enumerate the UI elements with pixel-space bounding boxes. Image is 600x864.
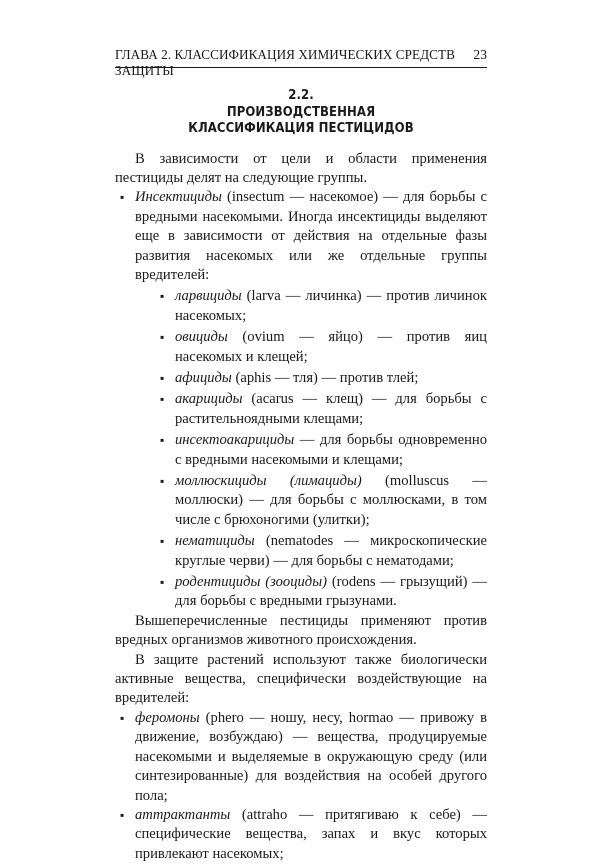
- definition-attractants: (attraho — притягиваю к себе) — специфические вещества, запах и вкус которых привлекают насекомых;: [135, 806, 487, 862]
- list-item: [155, 532, 487, 571]
- term: нематициды: [175, 533, 255, 550]
- paragraph-animal-origin: Вышеперечисленные пестициды применяют против вредных организмов животного происхождения.: [115, 612, 487, 649]
- term: афициды: [175, 369, 232, 386]
- running-header: [115, 47, 487, 78]
- page-number: 23: [473, 47, 487, 62]
- list-item-pheromones: [115, 709, 487, 806]
- list-item: [155, 431, 487, 470]
- chapter-title: ГЛАВА 2. КЛАССИФИКАЦИЯ ХИМИЧЕСКИХ СРЕДСТВ ЗАЩИТЫ: [115, 47, 455, 78]
- section-title-line-1: ПРОИЗВОДСТВЕННАЯ: [226, 104, 376, 120]
- section-title-line-2: КЛАССИФИКАЦИЯ ПЕСТИЦИДОВ: [188, 121, 414, 136]
- intro-paragraph: В зависимости от цели и области применения пестициды делят на следующие группы.: [115, 150, 487, 186]
- term: моллюскициды (лимациды): [175, 473, 362, 489]
- section-heading: [115, 88, 487, 138]
- term-attractants: аттрактанты: [135, 806, 231, 823]
- term-insecticides: Инсектициды: [135, 189, 222, 206]
- definition: (aphis — тля) — против тлей;: [231, 369, 419, 386]
- list-item: [155, 390, 487, 429]
- definition-insecticides: (insectum — насекомое) — для борьбы с вредными насекомыми. Иногда инсектициды выделяют еще в зависимости от действия на отдельные фазы развития насекомых или же отдельные группы вредителей:: [135, 189, 487, 283]
- list-item-insecticides: [115, 188, 487, 612]
- definition: — для борьбы одновременно с вредными насекомыми и клещами;: [175, 432, 487, 468]
- list-item: [155, 573, 487, 612]
- list-item: [155, 328, 487, 367]
- page-body: [115, 88, 487, 864]
- definition: (larva — личинка) — против личинок насекомых;: [175, 288, 487, 324]
- term: инсектоакарициды: [175, 432, 295, 449]
- list-item: [155, 369, 487, 388]
- term: родентициды (зооциды): [175, 574, 327, 591]
- definition: (rodens — грызущий) — для борьбы с вредными грызунами.: [175, 574, 487, 610]
- paragraph-biologically-active: В защите растений используют также биологически активные вещества, специфически воздействующие на вредителей:: [115, 651, 487, 707]
- term-pheromones: феромоны: [135, 709, 200, 726]
- definition: (nematodes — микроскопические круглые черви) — для борьбы с нематодами;: [175, 533, 487, 569]
- insecticide-subgroups: [135, 287, 487, 612]
- list-item: [155, 287, 487, 326]
- definition-pheromones: (phero — ношу, несу, hormao — привожу в движение, возбуждаю) — вещества, продуцируемые насекомыми и выделяемые в окружающую среду (или синтезированные) для воздействия на особей другого пола;: [135, 709, 487, 804]
- definition: (molluscus — моллюски) — для борьбы с моллюсками, в том числе с брюхоногими (улитки);: [175, 473, 487, 528]
- section-number: 2.2.: [288, 88, 314, 103]
- list-item-attractants: [115, 806, 487, 864]
- header-rule: [115, 67, 487, 68]
- definition: (acarus — клещ) — для борьбы с растительноядными клещами;: [175, 391, 487, 427]
- list-item: [155, 472, 487, 530]
- bio-substances-list: [115, 709, 487, 864]
- term: овициды: [175, 329, 228, 346]
- term: ларвициды: [175, 288, 242, 305]
- term: акарициды: [175, 391, 243, 408]
- main-list: [115, 188, 487, 612]
- definition: (ovium — яйцо) — против яиц насекомых и клещей;: [175, 329, 487, 365]
